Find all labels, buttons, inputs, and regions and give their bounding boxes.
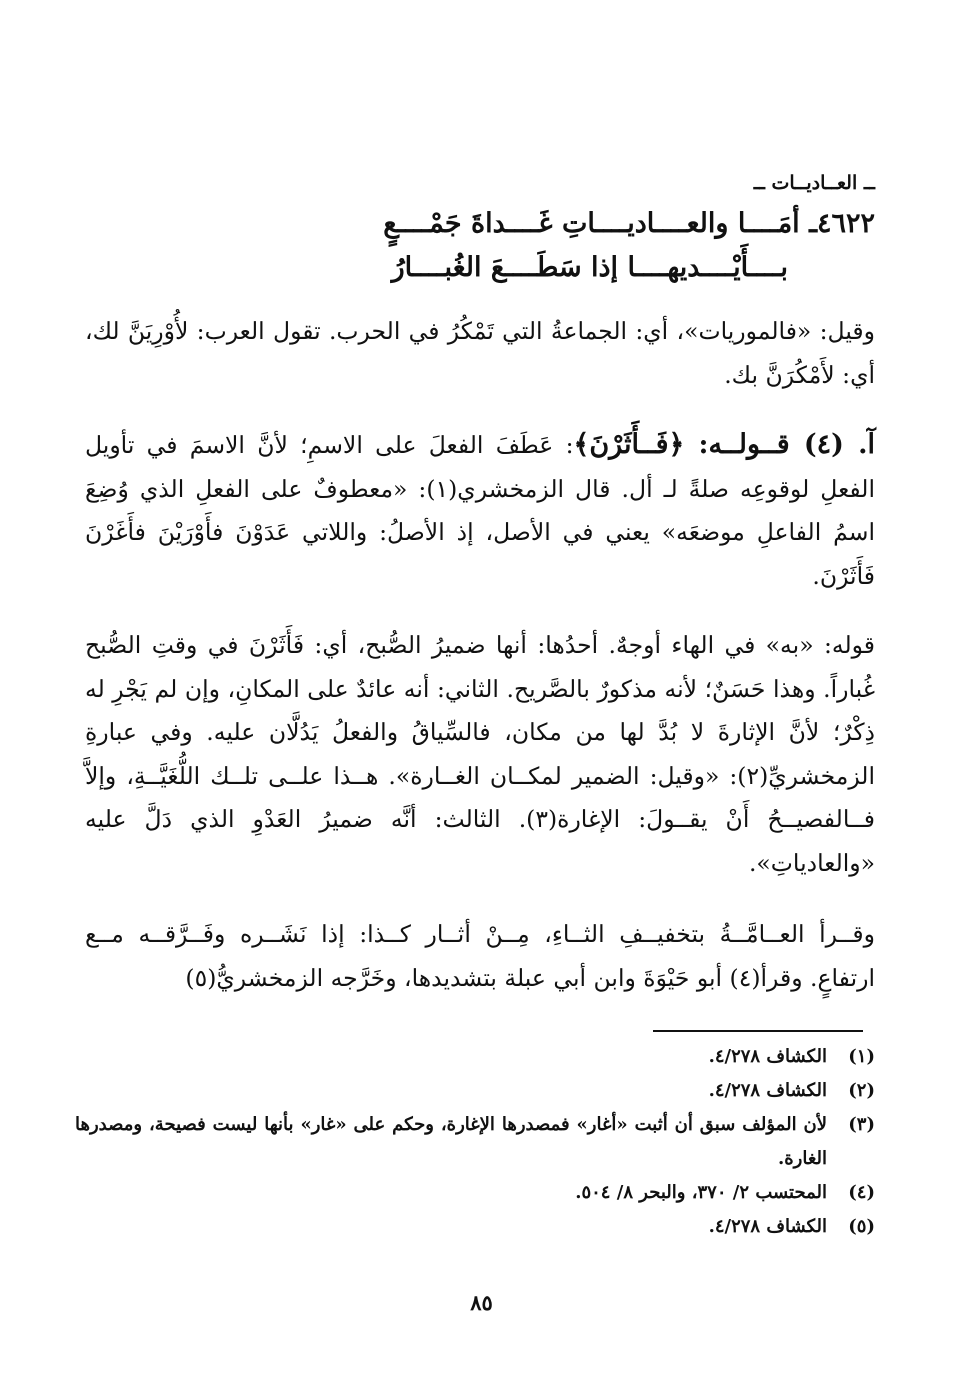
footnote-text: الكشاف ٤/٢٧٨.: [708, 1046, 827, 1067]
running-header: ــ العــاديــات ــ: [753, 172, 875, 194]
footnote-number: (٤): [848, 1182, 875, 1203]
verse-line-2: بــــأَيْــــديهــــا إذا سَطَــــعَ الغُبــــارُ: [391, 252, 788, 283]
footnote-text: المحتسب ٢/ ٣٧٠، والبحر ٨/ ٥٠٤.: [575, 1182, 827, 1203]
footnote-text: لأن المؤلف سبق أن أثبت «أغار» فمصدرها الإغارة، وحكم على «غار» بأنها ليست فصيحة، ومصدرها الغارة.: [75, 1114, 827, 1169]
verse-reference: آ. (٤) قــولــه: ﴿فَــأَثَرْنَ﴾: [573, 429, 876, 460]
footnote-text: الكشاف ٤/٢٧٨.: [708, 1216, 827, 1237]
footnote-item: [75, 1176, 875, 1210]
paragraph-3: قوله: «به» في الهاء أوجهٌ. أحدُها: أنها ضميرُ الصُّبح، أي: فَأَثَرْنَ في وقتِ الصُّبح غُباراً. وهذا حَسَنٌ؛ لأنه مذكورٌ بالصَّريح. الثاني: أنه عائدٌ على المكانِ، وإن لم يَجْرِ له ذِكْرٌ؛ لأنَّ الإثارةَ لا بُدَّ لها من مكان، فالسِّياقُ والفعلُ يَدُلَّان عليه. وفي عبارةِ الزمخشريِّ(٢): «وقيل: الضمير لمكــان الغــارة». هــذا علــى تلــك اللُّغَيَّــةِ، وإلاَّ فــالفصيــحُ أَنْ يقــولَ: الإغارة(٣). الثالث: أنَّه ضميرُ العَدْوِ الذي دَلَّ عليه «والعادياتِ».: [85, 631, 875, 877]
paragraph-1: وقيل: «فالموريات»، أي: الجماعةُ التي تَمْكُرُ في الحرب. تقول العرب: لأُوْرِيَنَّ لك، أي: لأَمْكُرَنَّ بك.: [85, 317, 875, 389]
footnote-separator: [653, 1030, 863, 1032]
footnote-number: (٢): [848, 1080, 875, 1101]
paragraph-2: [85, 423, 875, 598]
footnote-item: [75, 1210, 875, 1244]
footnote-number: (٥): [848, 1216, 875, 1237]
footnote-number: (٣): [848, 1114, 875, 1135]
page-number: ٨٥: [470, 1290, 493, 1315]
footnote-item: [75, 1108, 875, 1176]
paragraph-2-body: : عَطَفَ الفعلَ على الاسمِ؛ لأنَّ الاسمَ في تأويل الفعلِ لوقوعِه صلةً لـ أل. قال الزمخشري(١): «معطوفٌ على الفعلِ الذي وُضِعَ اسمُ الفاعلِ موضعَه» يعني في الأصل، إذ الأصلُ: واللاتي عَدَوْنَ فأَوْرَيْنَ فأَغَرْنَ فَأَثَرْنَ.: [85, 431, 875, 590]
verse-line-1: ٤٦٢٢ـ أمَــــا والعــــاديــــاتِ غَــــداةَ جَمْــــعٍ: [383, 208, 875, 239]
footnotes: [75, 1040, 875, 1244]
footnote-item: [75, 1040, 875, 1074]
footnote-text: الكشاف ٤/٢٧٨.: [708, 1080, 827, 1101]
paragraph-4: وقــرأ العــامَّــةُ بتخفيــفِ الثــاءِ، مِــنْ أثــار كــذا: إذا نَشَــره وفَــرَّقــه مــع ارتفاعٍ. وقرأ(٤) أبو حَيْوَةَ وابن أبي عبلة بتشديدها، وخَرَّجه الزمخشريُّ(٥): [85, 920, 875, 992]
footnote-number: (١): [848, 1046, 875, 1067]
footnote-item: [75, 1074, 875, 1108]
